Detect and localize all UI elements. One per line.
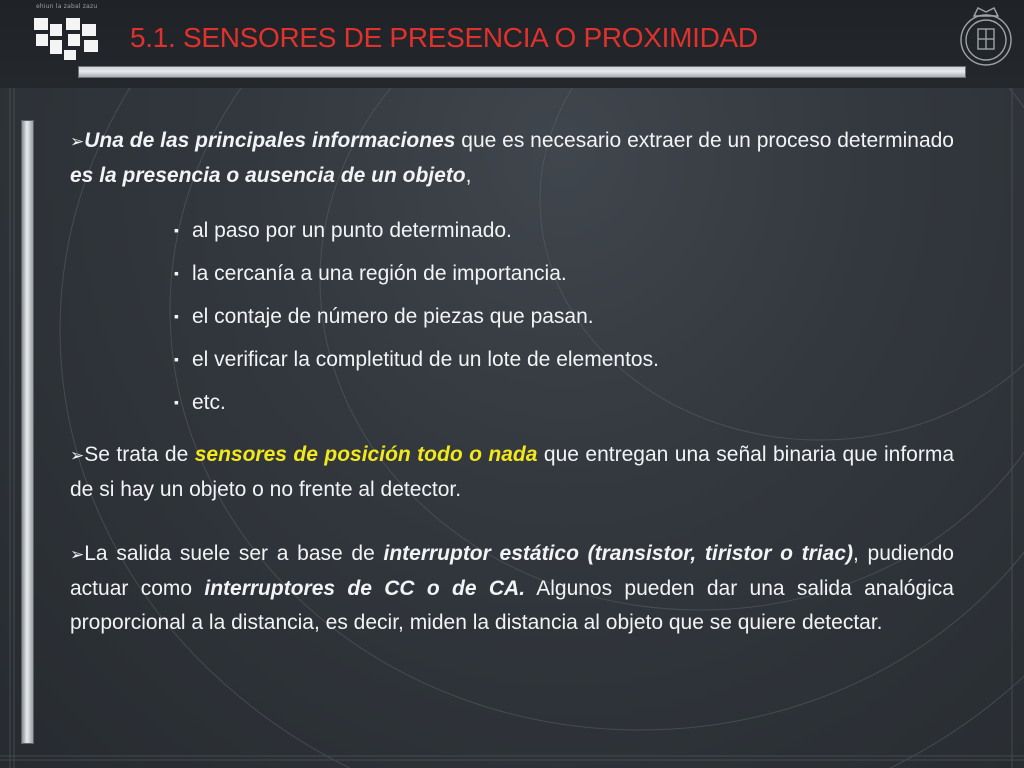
- paragraph-presence: [70, 124, 954, 193]
- slide-title: 5.1. SENSORES DE PRESENCIA O PROXIMIDAD: [130, 22, 758, 53]
- list-item: [174, 381, 954, 424]
- square-bullet-icon: ▪: [174, 308, 179, 324]
- body-text: que es necesario extraer de un proceso determinado: [455, 129, 954, 152]
- arrow-bullet-icon: ➢: [70, 545, 85, 565]
- list-item: [174, 209, 954, 252]
- list-item-text: el contaje de número de piezas que pasan.: [192, 305, 594, 328]
- logo-caption: ehiun la zabal zazu: [36, 3, 98, 10]
- emphasis-text: Una de las principales informaciones: [84, 129, 456, 152]
- body-text: Se trata de: [84, 443, 195, 466]
- body-text: , pudiendo actuar como: [70, 542, 954, 600]
- left-decorative-bar: [21, 120, 34, 744]
- title-underline-bar: [78, 66, 966, 78]
- slide-content: [70, 124, 954, 640]
- list-item: [174, 252, 954, 295]
- paragraph-sensor-type: [70, 438, 954, 507]
- emphasis-text: es la presencia o ausencia de un objeto: [70, 164, 466, 187]
- arrow-bullet-icon: ➢: [70, 446, 85, 466]
- highlighted-text: sensores de posición todo o nada: [194, 443, 538, 466]
- list-item-text: el verificar la completitud de un lote de elementos.: [192, 348, 659, 371]
- body-text: Algunos pueden dar una salida analógica proporcional a la distancia, es decir, miden la distancia al objeto que se quiere detectar.: [70, 577, 954, 634]
- list-item: [174, 338, 954, 381]
- list-item-text: al paso por un punto determinado.: [192, 219, 512, 242]
- paragraph-output: [70, 537, 954, 640]
- body-text: que entregan una señal binaria que informa de si hay un objeto o no frente al detector.: [70, 443, 955, 501]
- emphasis-text: interruptores de CC o de CA.: [204, 577, 526, 600]
- list-item-text: etc.: [192, 391, 226, 414]
- university-logo-icon: [28, 4, 108, 66]
- square-bullet-icon: ▪: [174, 222, 179, 238]
- list-item-text: la cercanía a una región de importancia.: [192, 262, 567, 285]
- square-bullet-icon: ▪: [174, 351, 179, 367]
- presence-uses-list: [70, 209, 954, 424]
- body-text: La salida suele ser a base de: [84, 542, 384, 565]
- emphasis-text: interruptor estático (transistor, tiristor o triac): [383, 542, 853, 565]
- square-bullet-icon: ▪: [174, 265, 179, 281]
- square-bullet-icon: ▪: [174, 394, 179, 410]
- arrow-bullet-icon: ➢: [70, 132, 85, 152]
- list-item: [174, 295, 954, 338]
- body-text: ,: [465, 164, 472, 187]
- university-seal-icon: [956, 2, 1016, 72]
